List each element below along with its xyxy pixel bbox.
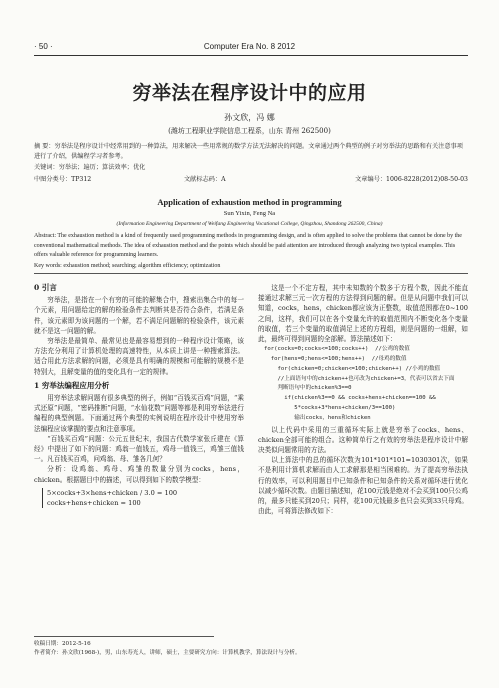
code-line: //上面语句中的chicken++也可改为chicken+=3，代表可以省去下面	[264, 375, 455, 382]
english-abstract: Abstract: The exhaustion method is a kind of frequently used programming methods in programming design, and is often applied to solve the problems that cannot be done by the conventional mathematical methods. The idea of exhaustion method and the points which should be paid attention are introduced through analyzing two typical examples. This offers valuable reference for programming learners.	[34, 233, 462, 258]
right-paragraph-3: 以上算法中的总的循环次数为101*101*101=1030301次，如果不是利用计算机求解而由人工求解那是相当困难的。为了提高穷举法执行的效率，可以利用题目中已知条件和已知条件的关系对循环进行优化以减少循环次数。由题目描述知，花100元钱是绝对不会买到100只公鸡的，最多只能买到20只；同样，花100元钱最多也只会买到33只母鸡。由此，可将算法修改如下：	[258, 456, 468, 516]
received-date: 收稿日期：2012-5-16	[34, 641, 91, 647]
classification-line	[34, 175, 468, 185]
footnote	[34, 640, 468, 658]
equation-2: cocks+hens+chicken = 100	[47, 499, 141, 508]
section-rule	[34, 273, 468, 274]
doc-code: 文献标志码：A	[184, 176, 226, 183]
intro-paragraph-2: 穷举法是最简单、最常见也是最容易想到的一种程序设计策略，该方法充分利用了计算机处理的高速特性，从本质上讲是一种搜索算法。适合用此方法求解的问题，必须是具有明确的规模和可能解的规模不是特别大，且解变量的值的变化具有一定的规律。	[34, 337, 244, 376]
intro-heading: 0 引言	[34, 283, 57, 292]
right-column	[258, 283, 468, 516]
code-listing	[264, 345, 468, 423]
header-rule	[34, 55, 468, 56]
code-line: for(cocks=0;cocks<=100;cocks++) //公鸡的数值	[264, 346, 410, 353]
authors: 孙文欣，冯 娜	[224, 113, 275, 122]
section-1-paragraph-2: “百钱买百鸡”问题：公元五世纪末，我国古代数学家张丘建在《算经》中提出了如下的问题：鸡翁一值钱五，鸡母一值钱三，鸡雏三值钱一。凡百钱买百鸡，问鸡翁、母、雏各几何？	[34, 434, 244, 464]
left-column	[34, 283, 244, 508]
article-no: 文章编号：1006-8228(2012)08-50-03	[355, 176, 468, 183]
english-keywords: Key words: exhaustion method; searching; algorithm efficiency; optimization	[34, 263, 221, 269]
equation-system	[42, 488, 244, 508]
classification: 中图分类号：TP312	[34, 176, 92, 183]
affiliation: (潍坊工程职业学院信息工程系，山东 青州 262500)	[168, 127, 331, 135]
code-line: for(chicken=0;chicken<=100;chicken++) //小鸡的数值	[264, 365, 441, 372]
section-1-paragraph-3: 分析：设鸡翁、鸡母、鸡雏的数量分别为cocks，hens，chicken。根据题目中的描述，可以得到如下的数学模型：	[34, 465, 244, 484]
section-1-heading: 1 穷举法编程应用分析	[34, 380, 110, 390]
section-1-paragraph-1: 用穷举法求解问题有很多典型的例子，例如“百钱买百鸡”问题，“乘式还原”问题，“密码推断”问题，“水仙花数”问题等都是利用穷举法进行编程的典型例题。下面通过两个典型的实例说明在程序设计中使用穷举法编程应该掌握的要点和注意事项。	[34, 394, 244, 433]
code-line: if(chicken%3==0 && cocks+hens+chicken==100 &&	[264, 395, 436, 402]
article-title: 穷举法在程序设计中的应用	[132, 82, 367, 104]
code-line: 输出cocks，hens和chicken	[264, 414, 371, 421]
journal-header: Computer Era No. 8 2012	[203, 42, 296, 51]
keywords-cn: 关键词：穷举法；遍历；算法效率；优化	[34, 164, 146, 171]
right-paragraph-1: 这是一个不定方程，其中未知数的个数多于方程个数，因此不能直接通过求解三元一次方程的方法得到问题的解。但是从问题中我们可以知道，cocks，hens，chicken都应该为正整数，取值范围都在0~100之间，这样，我们可以在各个变量允许的取值范围内不断变化各个变量的取值，若三个变量的取值满足上述的方程组，则是问题的一组解，如此，最终可得到问题的全部解。算法描述如下：	[258, 284, 468, 344]
code-line: for(hens=0;hens<=100;hens++) //母鸡的数值	[264, 356, 407, 363]
code-line: 判断语句中的chicken%3==0	[264, 385, 352, 392]
abstract-cn: 摘 要：穷举法是程序设计中经常用到的一种算法，用来解决一些用常规的数学方法无法解决的问题。文章通过两个典型的例子对穷举法的思路和有关注意事项进行了介绍，供编程学习者参考。	[34, 143, 463, 160]
page-number: · 50 ·	[34, 42, 53, 51]
intro-paragraph-1: 穷举法，是指在一个有穷的可能的解集合中，搜索出集合中的每一个元素，用问题给定的解的检验条件去判断其是否符合条件，若满足条件，该元素即为该问题的一个解，若不满足问题解的检验条件，该元素就不是这一问题的解。	[34, 296, 244, 335]
english-title: Application of exhaustion method in programming	[157, 197, 342, 207]
footnote-rule	[34, 636, 214, 637]
code-line: 5*cocks+3*hens+chicken/3==100)	[264, 405, 396, 411]
equation-1: 5×cocks+3×hens+chicken / 3.0 = 100	[47, 488, 178, 497]
right-paragraph-2: 以上代码中采用的三重循环实际上就是穷举了cocks、hens、chicken全部可能的组合。这种简单行之有效的穷举法是程序设计中解决类似问题常用的方法。	[258, 425, 468, 454]
english-affiliation: (Information Engineering Department of Weifang Engineering Vocational College, Qingzhou, Shandong 262500, China)	[116, 221, 383, 227]
english-authors: Sun Yixin, Feng Na	[223, 210, 276, 217]
author-info: 作者简介：孙文欣(1968-)，男，山东寿光人，讲师，硕士，主要研究方向：计算机教学，算法设计与分析。	[34, 650, 301, 656]
